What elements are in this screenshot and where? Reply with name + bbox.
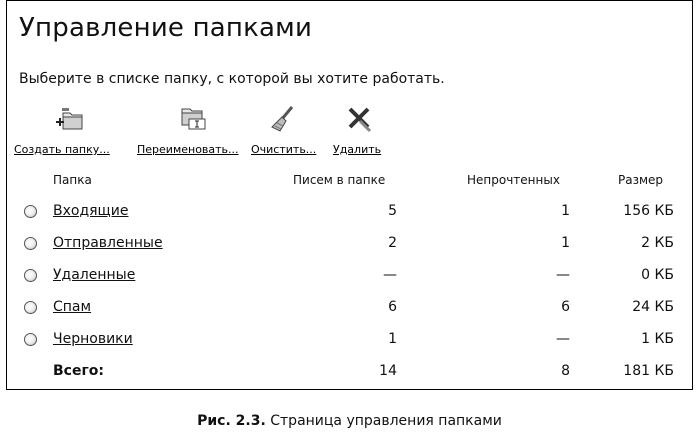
unread-count: 1 bbox=[561, 203, 570, 219]
total-row bbox=[7, 361, 694, 385]
folder-size: 1 КБ bbox=[641, 331, 674, 347]
total-label: Всего: bbox=[53, 363, 104, 379]
folder-size: 24 КБ bbox=[632, 299, 674, 315]
total-unread: 8 bbox=[561, 363, 570, 379]
letters-count: 2 bbox=[388, 235, 397, 251]
total-size: 181 КБ bbox=[623, 363, 674, 379]
letters-count: 5 bbox=[388, 203, 397, 219]
table-row bbox=[7, 329, 694, 353]
header-folder: Папка bbox=[53, 173, 92, 187]
figure-caption bbox=[0, 413, 699, 429]
unread-count: — bbox=[556, 331, 570, 347]
create-folder-label[interactable]: Создать папку... bbox=[14, 143, 110, 156]
delete-folder-button[interactable] bbox=[333, 105, 382, 156]
caption-text: Страница управления папками bbox=[265, 413, 502, 429]
folder-radio[interactable] bbox=[24, 237, 37, 250]
broom-icon bbox=[266, 105, 298, 133]
letters-count: 1 bbox=[388, 331, 397, 347]
table-row bbox=[7, 265, 694, 289]
delete-folder-label[interactable]: Удалить bbox=[333, 143, 382, 156]
table-row bbox=[7, 233, 694, 257]
caption-prefix: Рис. 2.3. bbox=[197, 413, 266, 429]
table-row bbox=[7, 297, 694, 321]
total-letters: 14 bbox=[379, 363, 397, 379]
unread-count: 6 bbox=[561, 299, 570, 315]
folder-link[interactable]: Удаленные bbox=[53, 267, 136, 283]
folder-size: 0 КБ bbox=[641, 267, 674, 283]
folder-radio[interactable] bbox=[24, 301, 37, 314]
rename-folder-button[interactable] bbox=[137, 105, 239, 156]
folder-size: 2 КБ bbox=[641, 235, 674, 251]
delete-icon bbox=[344, 105, 376, 133]
folder-radio[interactable] bbox=[24, 205, 37, 218]
rename-folder-label[interactable]: Переименовать... bbox=[137, 143, 239, 156]
folder-link[interactable]: Отправленные bbox=[53, 235, 163, 251]
clean-folder-label[interactable]: Очистить... bbox=[251, 143, 317, 156]
clean-folder-button[interactable] bbox=[251, 105, 317, 156]
header-unread: Непрочтенных bbox=[467, 173, 560, 187]
folder-link[interactable]: Спам bbox=[53, 299, 92, 315]
folder-radio[interactable] bbox=[24, 333, 37, 346]
folder-management-panel bbox=[6, 0, 693, 390]
header-size: Размер bbox=[618, 173, 664, 187]
unread-count: 1 bbox=[561, 235, 570, 251]
letters-count: 6 bbox=[388, 299, 397, 315]
folder-link[interactable]: Черновики bbox=[53, 331, 133, 347]
header-letters: Писем в папке bbox=[293, 173, 386, 187]
page-title: Управление папками bbox=[19, 13, 313, 43]
folder-link[interactable]: Входящие bbox=[53, 203, 129, 219]
table-row bbox=[7, 201, 694, 225]
folder-size: 156 КБ bbox=[623, 203, 674, 219]
letters-count: — bbox=[383, 267, 397, 283]
create-folder-button[interactable] bbox=[14, 105, 122, 156]
instruction-text: Выберите в списке папку, с которой вы хотите работать. bbox=[19, 71, 445, 87]
folder-radio[interactable] bbox=[24, 269, 37, 282]
unread-count: — bbox=[556, 267, 570, 283]
folder-new-icon bbox=[52, 105, 92, 133]
folder-rename-icon bbox=[172, 105, 212, 133]
